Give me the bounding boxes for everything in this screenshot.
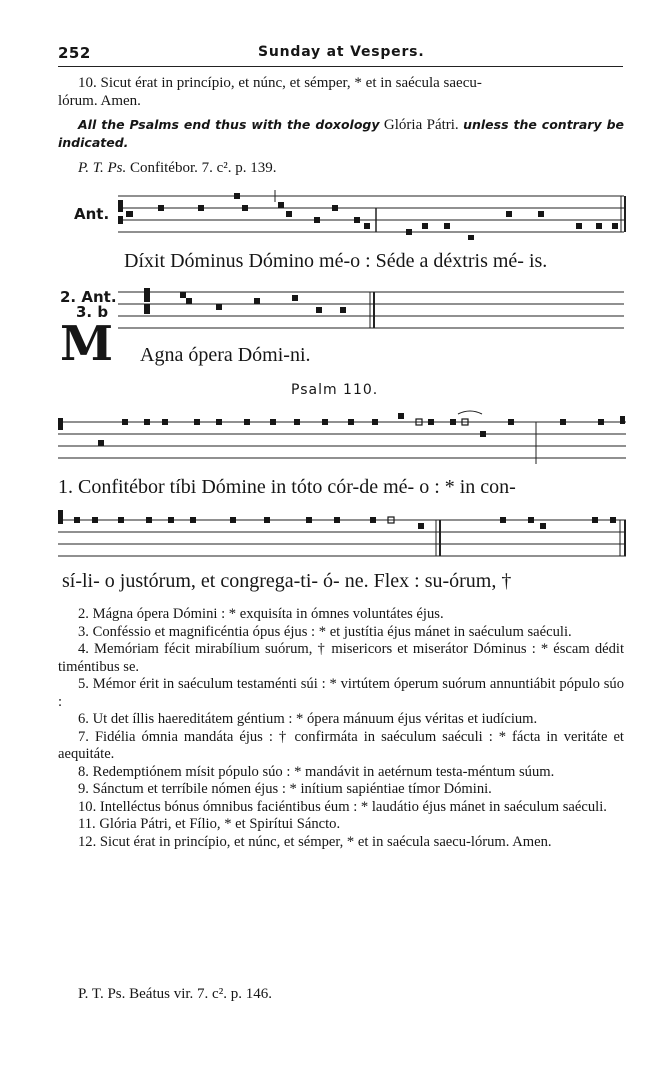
- verse-12: 12. Sicut érat in princípio, et núnc, et sémper, * et in saécula saecu-lórum. Amen.: [78, 833, 552, 850]
- page-number: 252: [58, 44, 91, 62]
- decorated-initial: M: [60, 316, 108, 372]
- running-title: Sunday at Vespers.: [258, 44, 425, 60]
- verse-2: 2. Mágna ópera Dómini : * exquisíta in ómnes voluntátes éjus.: [78, 606, 444, 622]
- verse-5: 5. Mémor érit in saéculum testaménti súi : * virtútem óperum suórum annuntiábit pópulo súo :: [58, 676, 624, 710]
- verse-4: 4. Memóriam fécit mirabílium suórum, † misericors et miserátor Dóminus : * éscam dédit timéntibus se.: [58, 641, 624, 675]
- header-rule: [58, 66, 623, 67]
- chant-staff-psalm-1: [58, 408, 628, 466]
- rubric-part-1: All the Psalms end thus with the doxology: [78, 117, 380, 132]
- psalm-line-1: 1. Confitébor tíbi Dómine in tóto cór-de mé- o : * in con-: [58, 476, 516, 498]
- verse-11: 11. Glória Pátri, et Fílio, * et Spirítui Sáncto.: [78, 816, 341, 832]
- chant-staff-antiphon-1: [118, 190, 626, 240]
- psalm-line-2: sí-li- o justórum, et congrega-ti- ó- ne. Flex : su-órum, †: [62, 570, 512, 592]
- antiphon-1-lyric: Díxit Dóminus Dómino mé-o : Séde a déxtris mé- is.: [124, 250, 548, 272]
- antiphon-2-lyric: Agna ópera Dómi-ni.: [140, 344, 311, 366]
- doxology-line-2: lórum. Amen.: [58, 93, 141, 109]
- verse-3: 3. Conféssio et magnificéntia ópus éjus : * et justítia éjus mánet in saéculum saéculi.: [78, 623, 572, 640]
- verse-8: 8. Redemptiónem mísit pópulo súo : * mandávit in aetérnum testa-méntum súum.: [78, 763, 555, 780]
- rubric-part-2: Glória Pátri.: [383, 117, 459, 133]
- rubric: [58, 116, 624, 152]
- doxology-text: [58, 74, 624, 110]
- page-header: [58, 44, 623, 64]
- verse-6: 6. Ut det íllis haereditátem géntium : * ópera mánuum éjus véritas et iudícium.: [78, 711, 538, 727]
- rubric-part-3: unless the contrary be indicated.: [58, 117, 624, 150]
- verse-9: 9. Sánctum et terríbile nómen éjus : * inítium sapiéntiae tímor Dómini.: [78, 781, 492, 797]
- antiphon-label: Ant.: [74, 205, 110, 223]
- chant-staff-psalm-2: [58, 506, 628, 564]
- doxology-line-1: 10. Sicut érat in princípio, et núnc, et sémper, * et in saécula saecu-: [78, 75, 482, 91]
- reference-prefix: P. T. Ps.: [78, 160, 127, 176]
- psalm-tone-reference-2: P. T. Ps. Beátus vir. 7. c². p. 146.: [78, 986, 272, 1002]
- reference-text: Confitébor. 7. c². p. 139.: [129, 160, 277, 176]
- verse-10: 10. Intelléctus bónus ómnibus faciéntibus éum : * laudátio éjus mánet in saéculum saéculi.: [78, 798, 607, 815]
- antiphon-2-mode: 3. b: [76, 303, 109, 321]
- psalm-verses: [58, 606, 624, 851]
- verse-7: 7. Fidélia ómnia mandáta éjus : † confirmáta in saéculum saéculi : * fácta in veritáte et aequitáte.: [58, 728, 624, 762]
- chant-staff-antiphon-2: [118, 288, 626, 334]
- antiphon-2-label: 2. Ant.: [60, 288, 117, 306]
- psalm-tone-reference-1: [78, 160, 277, 177]
- psalm-title: Psalm 110.: [291, 382, 379, 398]
